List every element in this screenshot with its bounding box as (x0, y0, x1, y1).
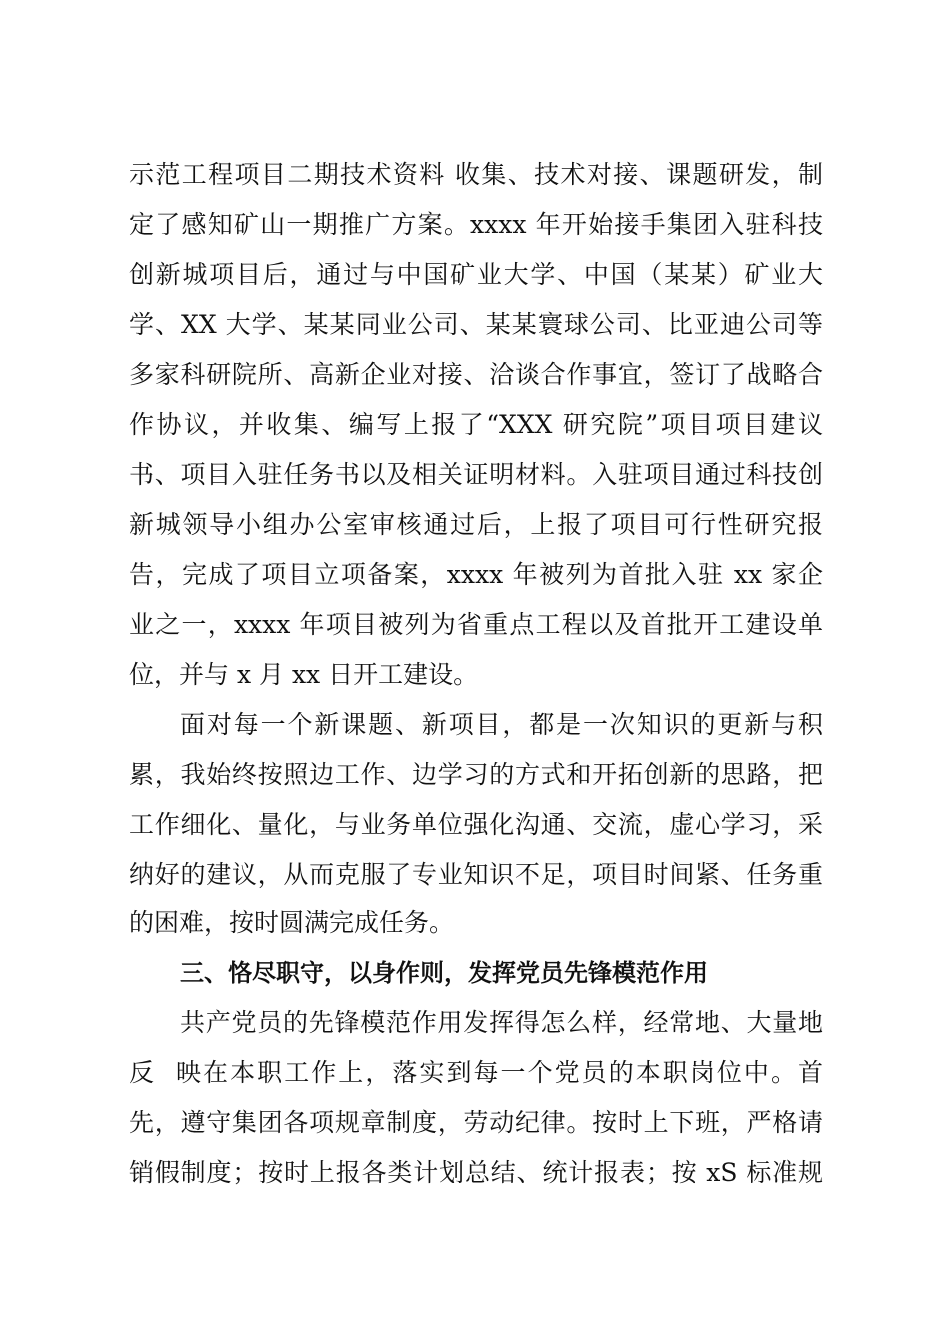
para2-line-1: 面对每一个新课题、新项目，都是一次知识的更新与积 (180, 710, 823, 739)
para1-line-5: 多家科研院所、高新企业对接、洽谈合作事宜，签订了战略合 (129, 360, 823, 389)
para1-line-9: 告，完成了项目立项备案，xxxx 年被列为首批入驻 xx 家企 (129, 560, 823, 589)
para3-line-3: 先，遵守集团各项规章制度，劳动纪律。按时上下班，严格请 (129, 1108, 823, 1137)
para2-line-2: 累，我始终按照边工作、边学习的方式和开拓创新的思路，把 (129, 760, 823, 789)
para2-line-3: 工作细化、量化，与业务单位强化沟通、交流，虚心学习，采 (129, 810, 823, 839)
para3-line-4: 销假制度；按时上报各类计划总结、统计报表；按 xS 标准规 (129, 1158, 823, 1187)
para3-line-2: 反 映在本职工作上，落实到每一个党员的本职岗位中。首 (129, 1058, 823, 1087)
para1-line-3: 创新城项目后，通过与中国矿业大学、中国（某某）矿业大 (129, 260, 823, 289)
para1-line-2: 定了感知矿山一期推广方案。xxxx 年开始接手集团入驻科技 (129, 210, 823, 239)
para2-line-4: 纳好的建议，从而克服了专业知识不足，项目时间紧、任务重 (129, 860, 823, 889)
para1-line-1: 示范工程项目二期技术资料 收集、技术对接、课题研发，制 (129, 160, 823, 189)
para3-line-1: 共产党员的先锋模范作用发挥得怎么样，经常地、大量地 (180, 1008, 823, 1037)
section-heading: 三、恪尽职守，以身作则，发挥党员先锋模范作用 (180, 959, 708, 987)
para1-line-10: 业之一，xxxx 年项目被列为省重点工程以及首批开工建设单 (129, 610, 823, 639)
para1-line-8: 新城领导小组办公室审核通过后，上报了项目可行性研究报 (129, 510, 823, 539)
para1-line-11: 位，并与 x 月 xx 日开工建设。 (129, 660, 479, 689)
para1-line-7: 书、项目入驻任务书以及相关证明材料。入驻项目通过科技创 (129, 460, 823, 489)
para2-line-5: 的困难，按时圆满完成任务。 (129, 908, 455, 937)
para1-line-6: 作协议，并收集、编写上报了“XXX 研究院”项目项目建议 (129, 410, 823, 439)
para1-line-4: 学、XX 大学、某某同业公司、某某寰球公司、比亚迪公司等 (129, 310, 823, 339)
